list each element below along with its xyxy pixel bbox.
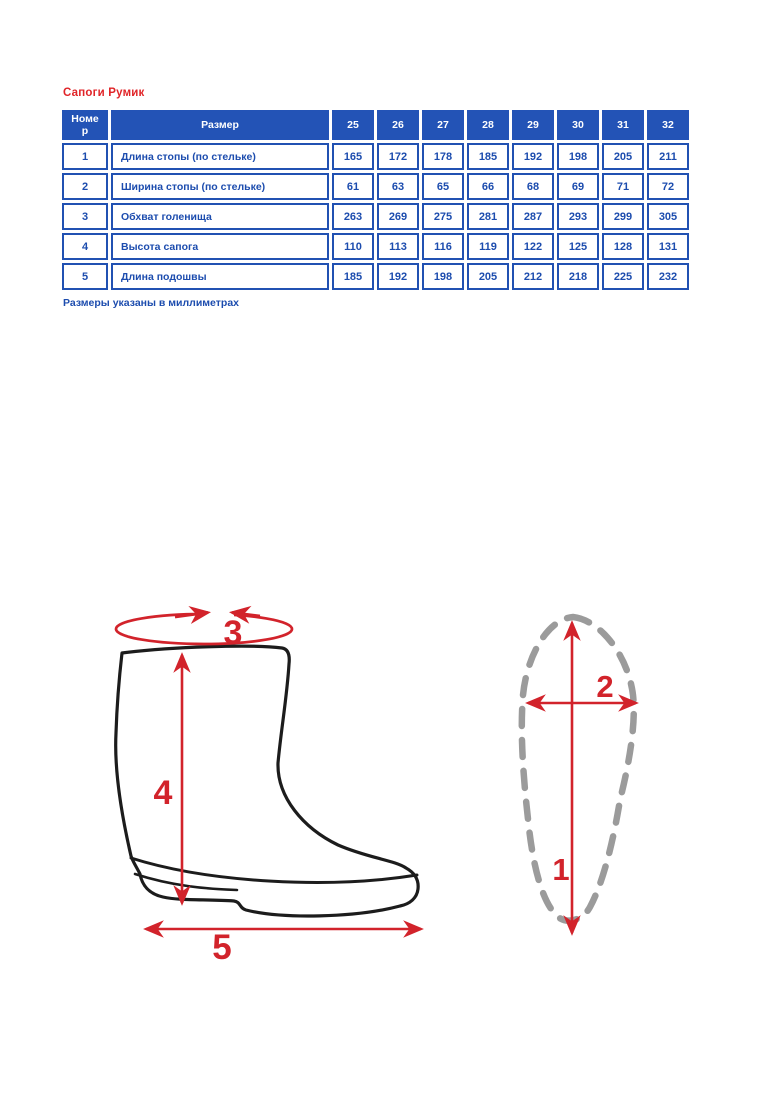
row-measure-label: Длина стопы (по стельке) <box>111 143 329 170</box>
measure-value-cell: 263 <box>332 203 374 230</box>
label-foot-width: 2 <box>596 669 614 704</box>
measure-value-cell: 71 <box>602 173 644 200</box>
measure-value-cell: 232 <box>647 263 689 290</box>
row-measure-label: Высота сапога <box>111 233 329 260</box>
insole-outline <box>522 617 634 921</box>
measure-value-cell: 110 <box>332 233 374 260</box>
measure-value-cell: 198 <box>557 143 599 170</box>
measure-value-cell: 172 <box>377 143 419 170</box>
size-table-body <box>62 143 689 290</box>
measure-value-cell: 211 <box>647 143 689 170</box>
boot-sole-seam <box>131 858 417 882</box>
measure-value-cell: 293 <box>557 203 599 230</box>
measure-value-cell: 212 <box>512 263 554 290</box>
row-number: 2 <box>62 173 108 200</box>
size-column-header: 30 <box>557 110 599 140</box>
row-measure-label: Обхват голенища <box>111 203 329 230</box>
measure-value-cell: 68 <box>512 173 554 200</box>
measure-value-cell: 119 <box>467 233 509 260</box>
measure-value-cell: 281 <box>467 203 509 230</box>
label-foot-length: 1 <box>552 852 570 887</box>
table-row <box>62 173 689 200</box>
measure-value-cell: 269 <box>377 203 419 230</box>
table-row <box>62 263 689 290</box>
measure-value-cell: 225 <box>602 263 644 290</box>
table-row <box>62 203 689 230</box>
size-column-header: 28 <box>467 110 509 140</box>
measure-value-cell: 305 <box>647 203 689 230</box>
number-column-header: Номер <box>62 110 108 140</box>
measurement-diagram <box>100 585 700 985</box>
measure-value-cell: 122 <box>512 233 554 260</box>
measure-value-cell: 65 <box>422 173 464 200</box>
product-title: Сапоги Румик <box>63 87 145 99</box>
measure-value-cell: 192 <box>377 263 419 290</box>
measure-value-cell: 131 <box>647 233 689 260</box>
measure-value-cell: 116 <box>422 233 464 260</box>
measure-value-cell: 218 <box>557 263 599 290</box>
row-number: 5 <box>62 263 108 290</box>
measure-value-cell: 113 <box>377 233 419 260</box>
measure-value-cell: 299 <box>602 203 644 230</box>
label-shaft-girth: 3 <box>223 614 243 652</box>
size-column-header: 31 <box>602 110 644 140</box>
measure-value-cell: 198 <box>422 263 464 290</box>
size-column-header: 26 <box>377 110 419 140</box>
row-number: 4 <box>62 233 108 260</box>
table-row <box>62 233 689 260</box>
size-column-title: Размер <box>111 110 329 140</box>
measure-value-cell: 165 <box>332 143 374 170</box>
measure-value-cell: 61 <box>332 173 374 200</box>
measure-value-cell: 185 <box>467 143 509 170</box>
row-measure-label: Длина подошвы <box>111 263 329 290</box>
table-row <box>62 143 689 170</box>
measure-value-cell: 66 <box>467 173 509 200</box>
label-sole-length: 5 <box>212 928 232 967</box>
row-measure-label: Ширина стопы (по стельке) <box>111 173 329 200</box>
measure-value-cell: 192 <box>512 143 554 170</box>
size-column-header: 32 <box>647 110 689 140</box>
label-boot-height: 4 <box>153 774 173 812</box>
measure-value-cell: 205 <box>467 263 509 290</box>
measure-value-cell: 205 <box>602 143 644 170</box>
size-column-header: 25 <box>332 110 374 140</box>
measure-value-cell: 125 <box>557 233 599 260</box>
measure-value-cell: 69 <box>557 173 599 200</box>
size-table <box>59 107 692 293</box>
size-table-header-row <box>62 110 689 140</box>
size-column-header: 29 <box>512 110 554 140</box>
measure-value-cell: 275 <box>422 203 464 230</box>
measure-value-cell: 287 <box>512 203 554 230</box>
size-column-header: 27 <box>422 110 464 140</box>
measure-value-cell: 128 <box>602 233 644 260</box>
row-number: 3 <box>62 203 108 230</box>
measure-value-cell: 72 <box>647 173 689 200</box>
units-note: Размеры указаны в миллиметрах <box>63 297 239 309</box>
measure-value-cell: 185 <box>332 263 374 290</box>
measure-value-cell: 178 <box>422 143 464 170</box>
measure-value-cell: 63 <box>377 173 419 200</box>
row-number: 1 <box>62 143 108 170</box>
